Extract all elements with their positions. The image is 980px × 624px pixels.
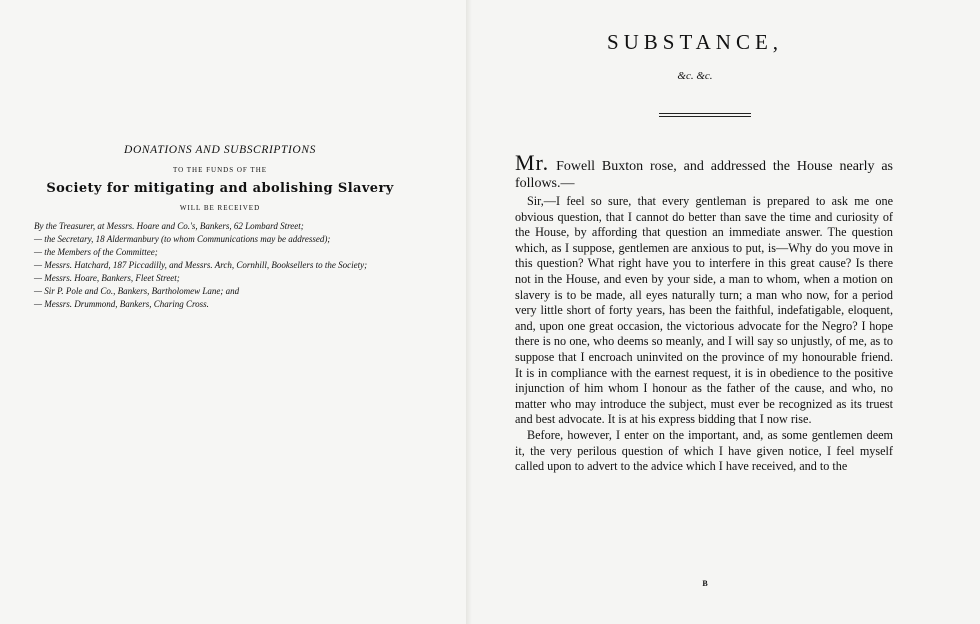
funds-subheading: TO THE FUNDS OF THE	[172, 166, 268, 174]
opening-text: Fowell Buxton rose, and addressed the House nearly as follows.—	[515, 159, 894, 191]
list-item: By the Treasurer, at Messrs. Hoare and Co.'s, Bankers, 62 Lombard Street;	[34, 221, 304, 231]
list-item: — Messrs. Hoare, Bankers, Fleet Street;	[34, 273, 180, 283]
opening-capital: Mr.	[515, 150, 550, 175]
opening-paragraph	[515, 150, 894, 192]
page-title: SUBSTANCE,	[606, 30, 784, 54]
page-subtitle: &c. &c.	[677, 70, 713, 82]
will-be-received: WILL BE RECEIVED	[179, 204, 261, 212]
paragraph: Sir,—I feel so sure, that every gentleman is prepared to ask me one obvious question, that I cannot do better than save the time and curiosity of the House, by affording that question an immediate answer. The question which, as I suppose, gentlemen are anxious to put, is—Why do you move in this question? What right have you to interfere in this great cause? Is there not in the House, and even by your side, a man to whom, when a motion on slavery is to be made, all eyes naturally turn; a man who now, for a period very little short of forty years, has been the faithful, indefatigable, eloquent, and, upon one great occasion, the victorious advocate for the Negro? I hope there is no one, who deems so meanly, and I will say so unjustly, of me, as to suppose that I encroach uninvited on the province of my honourable friend. It is in compliance with the earnest request, it is in obedience to the positive injunction of him whom I honour as the father of the cause, and who, no matter who may introduce the subject, must ever be recognized as its truest and best advocate. It is at his express bidding that I now rise.	[515, 194, 893, 427]
list-item: — Messrs. Hatchard, 187 Piccadilly, and Messrs. Arch, Cornhill, Booksellers to the Society;	[34, 260, 368, 270]
signature-mark: B	[702, 579, 708, 588]
left-page	[0, 0, 470, 624]
divider-rule-top	[659, 113, 751, 114]
speech-text	[515, 150, 894, 475]
donation-places-list	[34, 220, 414, 311]
list-item: — the Members of the Committee;	[34, 247, 158, 257]
book-gutter	[466, 0, 472, 624]
list-item: — Messrs. Drummond, Bankers, Charing Cross.	[34, 299, 209, 309]
list-item: — the Secretary, 18 Aldermanbury (to whom Communications may be addressed);	[34, 234, 331, 244]
society-name: Society for mitigating and abolishing Slavery	[46, 181, 394, 196]
paragraph: Before, however, I enter on the important, and, as some gentlemen deem it, the very perilous question of which I have given notice, I feel myself called upon to advert to the advice which I have received, and to the	[515, 427, 893, 474]
donations-heading: DONATIONS AND SUBSCRIPTIONS	[124, 144, 316, 156]
list-item: — Sir P. Pole and Co., Bankers, Bartholomew Lane; and	[34, 286, 240, 296]
divider-rule-bottom	[659, 116, 751, 117]
